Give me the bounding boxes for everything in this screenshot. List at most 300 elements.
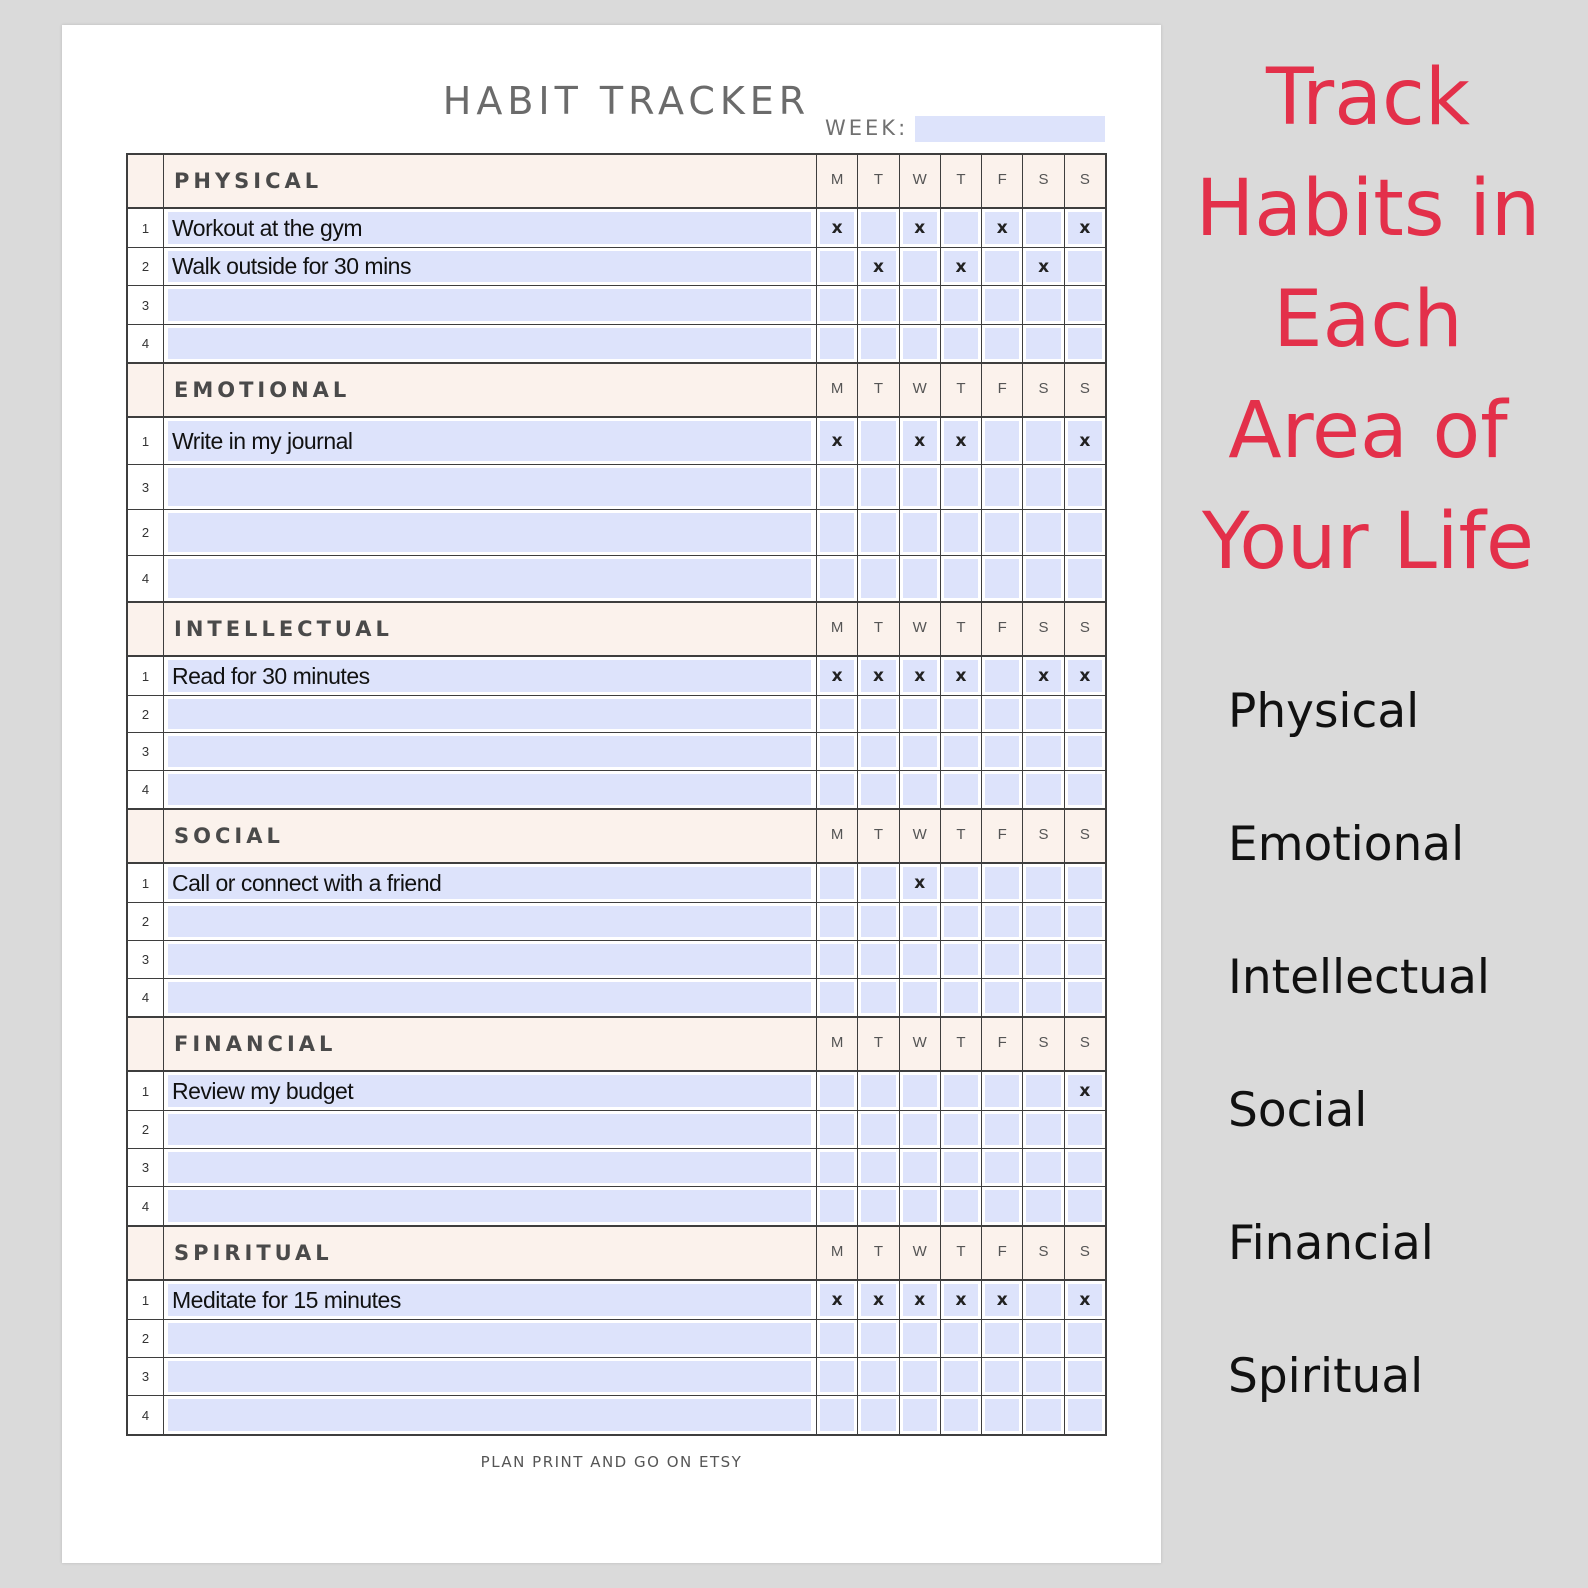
section-header-num-cell xyxy=(128,1227,164,1279)
day-checkbox[interactable]: x xyxy=(985,1284,1019,1316)
habit-name-cell xyxy=(164,248,817,285)
day-cell xyxy=(982,1149,1023,1186)
day-cell xyxy=(941,286,982,324)
day-cell xyxy=(982,1187,1023,1225)
headline-line: Habits in xyxy=(1195,164,1541,254)
day-checkbox[interactable] xyxy=(944,559,978,598)
week-field[interactable] xyxy=(915,116,1105,142)
day-header: F xyxy=(982,603,1023,655)
day-checkbox[interactable] xyxy=(861,289,895,321)
day-checkbox[interactable]: x xyxy=(903,421,937,461)
day-checkbox[interactable] xyxy=(820,944,854,975)
row-number: 3 xyxy=(128,1149,164,1186)
day-checkbox[interactable] xyxy=(1068,736,1102,767)
day-cell xyxy=(1023,1396,1064,1434)
headline-line: Each xyxy=(1273,275,1463,365)
day-checkbox[interactable] xyxy=(861,1152,895,1183)
day-header: S xyxy=(1023,1018,1064,1070)
day-checkbox[interactable] xyxy=(903,1114,937,1145)
day-checkbox[interactable] xyxy=(1026,944,1060,975)
day-checkbox[interactable] xyxy=(1068,1152,1102,1183)
day-checkbox[interactable] xyxy=(985,1190,1019,1222)
day-cell xyxy=(858,864,899,902)
day-checkbox[interactable] xyxy=(861,944,895,975)
day-checkbox[interactable] xyxy=(861,513,895,552)
day-checkbox[interactable] xyxy=(1068,699,1102,729)
habit-name-field[interactable]: Walk outside for 30 mins xyxy=(168,251,811,282)
day-checkbox[interactable] xyxy=(820,1075,854,1107)
day-checkbox[interactable] xyxy=(1026,289,1060,321)
section-title: PHYSICAL xyxy=(164,155,817,207)
day-checkbox[interactable] xyxy=(944,699,978,729)
day-checkbox[interactable] xyxy=(944,982,978,1013)
day-checkbox[interactable] xyxy=(1026,1399,1060,1431)
habit-name-field[interactable] xyxy=(168,982,811,1013)
day-checkbox[interactable] xyxy=(944,212,978,244)
day-checkbox[interactable] xyxy=(1068,513,1102,552)
day-checkbox[interactable] xyxy=(861,1190,895,1222)
habit-name-cell xyxy=(164,1072,817,1110)
day-checkbox[interactable] xyxy=(985,1323,1019,1354)
day-checkbox[interactable] xyxy=(903,699,937,729)
day-cell xyxy=(900,1111,941,1148)
day-checkbox[interactable] xyxy=(985,1114,1019,1145)
day-cell xyxy=(941,1149,982,1186)
day-cell xyxy=(1023,1072,1064,1110)
area-item-intellectual: Intellectual xyxy=(1228,950,1490,1005)
day-checkbox[interactable] xyxy=(861,1361,895,1392)
habit-name-cell xyxy=(164,286,817,324)
sheet-title: HABIT TRACKER xyxy=(442,79,811,123)
day-header: S xyxy=(1023,603,1064,655)
day-checkbox[interactable] xyxy=(1068,774,1102,805)
day-checkbox[interactable]: x xyxy=(820,660,854,692)
day-cell xyxy=(900,1072,941,1110)
day-cell xyxy=(817,1320,858,1357)
day-cell xyxy=(941,771,982,808)
day-checkbox[interactable] xyxy=(944,468,978,506)
day-checkbox[interactable] xyxy=(861,1323,895,1354)
day-checkbox[interactable] xyxy=(903,1399,937,1431)
row-number: 2 xyxy=(128,1320,164,1357)
day-checkbox[interactable] xyxy=(1026,774,1060,805)
day-checkbox[interactable] xyxy=(1026,513,1060,552)
day-header: S xyxy=(1065,1018,1105,1070)
day-checkbox[interactable] xyxy=(820,328,854,359)
habit-name-field[interactable] xyxy=(168,944,811,975)
section-header xyxy=(128,155,1105,209)
day-cell xyxy=(1023,325,1064,362)
day-cell xyxy=(941,941,982,978)
day-checkbox[interactable] xyxy=(1026,421,1060,461)
habit-name-field[interactable] xyxy=(168,906,811,937)
section-title: EMOTIONAL xyxy=(164,364,817,416)
day-checkbox[interactable] xyxy=(903,1190,937,1222)
habit-tracker-sheet xyxy=(62,25,1161,1563)
day-checkbox[interactable]: x xyxy=(820,212,854,244)
day-checkbox[interactable]: x xyxy=(861,251,895,282)
day-checkbox[interactable] xyxy=(903,1075,937,1107)
day-checkbox[interactable] xyxy=(1068,1399,1102,1431)
day-checkbox[interactable] xyxy=(944,774,978,805)
day-checkbox[interactable] xyxy=(1026,468,1060,506)
habit-name-field[interactable] xyxy=(168,736,811,767)
day-checkbox[interactable]: x xyxy=(944,1284,978,1316)
day-checkbox[interactable] xyxy=(944,867,978,899)
section-intellectual xyxy=(128,603,1105,810)
habit-name-field[interactable]: Call or connect with a friend xyxy=(168,867,811,899)
day-checkbox[interactable] xyxy=(1026,699,1060,729)
day-checkbox[interactable] xyxy=(861,1075,895,1107)
day-checkbox[interactable] xyxy=(1068,1323,1102,1354)
day-checkbox[interactable] xyxy=(1026,1323,1060,1354)
day-checkbox[interactable] xyxy=(1026,867,1060,899)
day-checkbox[interactable]: x xyxy=(944,251,978,282)
day-cell xyxy=(817,979,858,1016)
day-cell xyxy=(817,248,858,285)
day-cell xyxy=(941,1396,982,1434)
day-checkbox[interactable] xyxy=(1026,1284,1060,1316)
row-number: 1 xyxy=(128,1072,164,1110)
day-checkbox[interactable] xyxy=(1026,212,1060,244)
day-checkbox[interactable]: x xyxy=(1068,421,1102,461)
day-checkbox[interactable] xyxy=(1068,1190,1102,1222)
habit-name-field[interactable] xyxy=(168,1323,811,1354)
day-checkbox[interactable] xyxy=(820,774,854,805)
day-checkbox[interactable] xyxy=(820,867,854,899)
day-checkbox[interactable] xyxy=(903,736,937,767)
day-checkbox[interactable] xyxy=(985,1152,1019,1183)
day-checkbox[interactable] xyxy=(985,513,1019,552)
day-checkbox[interactable] xyxy=(1026,736,1060,767)
day-header: T xyxy=(941,155,982,207)
habit-name-field[interactable]: Review my budget xyxy=(168,1075,811,1107)
day-cell xyxy=(941,1187,982,1225)
day-cell xyxy=(982,556,1023,601)
day-checkbox[interactable] xyxy=(903,944,937,975)
day-checkbox[interactable]: x xyxy=(903,1284,937,1316)
row-number: 3 xyxy=(128,941,164,978)
day-checkbox[interactable]: x xyxy=(903,212,937,244)
day-checkbox[interactable] xyxy=(1068,944,1102,975)
day-checkbox[interactable] xyxy=(861,328,895,359)
day-header: S xyxy=(1023,810,1064,862)
day-checkbox[interactable] xyxy=(985,736,1019,767)
day-cell xyxy=(817,903,858,940)
day-header: M xyxy=(817,364,858,416)
habit-name-field[interactable]: Meditate for 15 minutes xyxy=(168,1284,811,1316)
day-checkbox[interactable] xyxy=(985,982,1019,1013)
day-cell xyxy=(858,248,899,285)
day-checkbox[interactable] xyxy=(1068,289,1102,321)
row-number: 4 xyxy=(128,771,164,808)
habit-name-cell xyxy=(164,864,817,902)
day-checkbox[interactable] xyxy=(861,1399,895,1431)
day-checkbox[interactable] xyxy=(1068,982,1102,1013)
section-header xyxy=(128,1018,1105,1072)
day-cell xyxy=(941,325,982,362)
day-checkbox[interactable] xyxy=(861,774,895,805)
day-checkbox[interactable] xyxy=(985,421,1019,461)
row-number: 4 xyxy=(128,1187,164,1225)
day-checkbox[interactable] xyxy=(903,1152,937,1183)
day-cell xyxy=(1065,418,1105,464)
day-checkbox[interactable] xyxy=(903,468,937,506)
habit-name-field[interactable] xyxy=(168,1114,811,1145)
day-checkbox[interactable] xyxy=(944,328,978,359)
day-checkbox[interactable] xyxy=(1068,559,1102,598)
day-checkbox[interactable] xyxy=(985,559,1019,598)
day-cell xyxy=(817,771,858,808)
day-checkbox[interactable] xyxy=(944,1399,978,1431)
day-cell xyxy=(900,657,941,695)
day-checkbox[interactable] xyxy=(861,699,895,729)
day-checkbox[interactable] xyxy=(861,736,895,767)
section-header-num-cell xyxy=(128,1018,164,1070)
day-checkbox[interactable] xyxy=(1026,1075,1060,1107)
day-checkbox[interactable] xyxy=(820,513,854,552)
day-cell xyxy=(982,657,1023,695)
day-cell xyxy=(1065,1187,1105,1225)
habit-row xyxy=(128,864,1105,903)
day-checkbox[interactable] xyxy=(820,1114,854,1145)
day-checkbox[interactable] xyxy=(903,251,937,282)
day-checkbox[interactable] xyxy=(820,736,854,767)
day-cell xyxy=(1023,657,1064,695)
day-checkbox[interactable] xyxy=(985,906,1019,937)
day-checkbox[interactable]: x xyxy=(1068,1075,1102,1107)
day-checkbox[interactable] xyxy=(820,1152,854,1183)
day-checkbox[interactable] xyxy=(944,1075,978,1107)
day-cell xyxy=(941,979,982,1016)
day-checkbox[interactable] xyxy=(1026,982,1060,1013)
day-checkbox[interactable] xyxy=(944,513,978,552)
day-checkbox[interactable] xyxy=(985,867,1019,899)
day-checkbox[interactable] xyxy=(861,212,895,244)
day-checkbox[interactable] xyxy=(1026,1114,1060,1145)
day-checkbox[interactable] xyxy=(1068,251,1102,282)
day-checkbox[interactable] xyxy=(820,699,854,729)
day-checkbox[interactable] xyxy=(820,468,854,506)
day-cell xyxy=(982,864,1023,902)
row-number: 3 xyxy=(128,1358,164,1395)
habit-row xyxy=(128,1320,1105,1358)
habit-name-field[interactable]: Write in my journal xyxy=(168,421,811,461)
section-financial xyxy=(128,1018,1105,1227)
day-checkbox[interactable] xyxy=(1068,328,1102,359)
day-checkbox[interactable] xyxy=(944,736,978,767)
day-cell xyxy=(900,771,941,808)
day-checkbox[interactable]: x xyxy=(1068,660,1102,692)
day-checkbox[interactable] xyxy=(985,774,1019,805)
day-cell xyxy=(858,979,899,1016)
day-checkbox[interactable] xyxy=(1026,1190,1060,1222)
row-number: 2 xyxy=(128,696,164,732)
day-checkbox[interactable] xyxy=(820,559,854,598)
day-header: T xyxy=(858,603,899,655)
day-checkbox[interactable]: x xyxy=(861,660,895,692)
day-checkbox[interactable]: x xyxy=(820,1284,854,1316)
day-checkbox[interactable] xyxy=(861,982,895,1013)
day-checkbox[interactable] xyxy=(985,1075,1019,1107)
day-checkbox[interactable] xyxy=(985,1361,1019,1392)
day-checkbox[interactable] xyxy=(861,906,895,937)
day-checkbox[interactable] xyxy=(944,1152,978,1183)
day-checkbox[interactable]: x xyxy=(903,660,937,692)
day-cell xyxy=(817,1072,858,1110)
day-checkbox[interactable]: x xyxy=(1068,212,1102,244)
day-cell xyxy=(817,286,858,324)
day-checkbox[interactable] xyxy=(985,944,1019,975)
day-checkbox[interactable] xyxy=(1068,1114,1102,1145)
day-checkbox[interactable] xyxy=(903,774,937,805)
day-checkbox[interactable] xyxy=(1068,1361,1102,1392)
habit-name-field[interactable] xyxy=(168,774,811,805)
habit-row xyxy=(128,418,1105,465)
day-cell xyxy=(1023,286,1064,324)
day-checkbox[interactable] xyxy=(820,982,854,1013)
day-checkbox[interactable] xyxy=(903,906,937,937)
day-checkbox[interactable] xyxy=(944,1361,978,1392)
day-checkbox[interactable] xyxy=(1026,1152,1060,1183)
day-checkbox[interactable]: x xyxy=(903,867,937,899)
day-checkbox[interactable] xyxy=(944,1114,978,1145)
day-cell xyxy=(1065,209,1105,247)
day-cell xyxy=(941,733,982,770)
habit-row xyxy=(128,465,1105,510)
habit-row xyxy=(128,1149,1105,1187)
day-checkbox[interactable] xyxy=(903,328,937,359)
day-checkbox[interactable] xyxy=(820,1323,854,1354)
habit-name-field[interactable] xyxy=(168,328,811,359)
day-cell xyxy=(1023,979,1064,1016)
habit-row xyxy=(128,979,1105,1016)
day-checkbox[interactable] xyxy=(944,1323,978,1354)
day-checkbox[interactable] xyxy=(944,944,978,975)
habit-row xyxy=(128,771,1105,808)
day-checkbox[interactable] xyxy=(903,1323,937,1354)
habit-name-field[interactable] xyxy=(168,699,811,729)
day-header: T xyxy=(941,364,982,416)
day-checkbox[interactable] xyxy=(985,251,1019,282)
day-checkbox[interactable] xyxy=(944,1190,978,1222)
day-checkbox[interactable] xyxy=(903,559,937,598)
habit-name-field[interactable] xyxy=(168,289,811,321)
day-checkbox[interactable]: x xyxy=(944,421,978,461)
day-cell xyxy=(900,696,941,732)
day-cell xyxy=(1023,1187,1064,1225)
day-cell xyxy=(982,418,1023,464)
day-checkbox[interactable] xyxy=(985,468,1019,506)
day-checkbox[interactable] xyxy=(1068,468,1102,506)
habit-name-cell xyxy=(164,1149,817,1186)
row-number: 3 xyxy=(128,733,164,770)
day-cell xyxy=(1065,1358,1105,1395)
day-checkbox[interactable] xyxy=(1026,559,1060,598)
day-cell xyxy=(982,510,1023,555)
day-cell xyxy=(858,1072,899,1110)
day-checkbox[interactable] xyxy=(944,289,978,321)
day-cell xyxy=(1023,864,1064,902)
day-cell xyxy=(817,556,858,601)
day-checkbox[interactable] xyxy=(820,251,854,282)
day-checkbox[interactable]: x xyxy=(861,1284,895,1316)
habit-name-field[interactable]: Read for 30 minutes xyxy=(168,660,811,692)
day-cell xyxy=(817,325,858,362)
row-number: 2 xyxy=(128,1111,164,1148)
habit-name-field[interactable] xyxy=(168,1361,811,1392)
day-cell xyxy=(817,1396,858,1434)
day-checkbox[interactable]: x xyxy=(1026,660,1060,692)
row-number: 1 xyxy=(128,418,164,464)
day-checkbox[interactable] xyxy=(903,289,937,321)
day-checkbox[interactable] xyxy=(903,982,937,1013)
habit-name-field[interactable] xyxy=(168,1399,811,1431)
day-checkbox[interactable]: x xyxy=(985,212,1019,244)
day-checkbox[interactable] xyxy=(985,1399,1019,1431)
day-cell xyxy=(941,1320,982,1357)
section-spiritual xyxy=(128,1227,1105,1434)
day-checkbox[interactable]: x xyxy=(1026,251,1060,282)
day-cell xyxy=(1023,941,1064,978)
day-checkbox[interactable] xyxy=(1026,1361,1060,1392)
day-checkbox[interactable] xyxy=(985,289,1019,321)
day-checkbox[interactable] xyxy=(861,468,895,506)
day-checkbox[interactable] xyxy=(820,1399,854,1431)
habit-name-field[interactable]: Workout at the gym xyxy=(168,212,811,244)
day-cell xyxy=(858,657,899,695)
day-checkbox[interactable]: x xyxy=(1068,1284,1102,1316)
day-checkbox[interactable] xyxy=(820,1361,854,1392)
day-checkbox[interactable] xyxy=(820,1190,854,1222)
day-checkbox[interactable] xyxy=(1026,906,1060,937)
day-cell xyxy=(900,209,941,247)
day-checkbox[interactable]: x xyxy=(820,421,854,461)
day-cell xyxy=(941,1072,982,1110)
day-checkbox[interactable] xyxy=(861,559,895,598)
habit-name-field[interactable] xyxy=(168,1190,811,1222)
day-checkbox[interactable] xyxy=(820,906,854,937)
day-checkbox[interactable] xyxy=(944,906,978,937)
day-checkbox[interactable] xyxy=(861,867,895,899)
day-checkbox[interactable] xyxy=(861,421,895,461)
day-checkbox[interactable]: x xyxy=(944,660,978,692)
habit-name-cell xyxy=(164,556,817,601)
day-checkbox[interactable] xyxy=(1068,867,1102,899)
day-header: S xyxy=(1023,364,1064,416)
day-checkbox[interactable] xyxy=(1026,328,1060,359)
day-cell xyxy=(858,696,899,732)
day-checkbox[interactable] xyxy=(903,1361,937,1392)
row-number: 3 xyxy=(128,286,164,324)
day-cell xyxy=(941,209,982,247)
day-checkbox[interactable] xyxy=(861,1114,895,1145)
habit-name-field[interactable] xyxy=(168,513,811,552)
day-cell xyxy=(1023,209,1064,247)
day-checkbox[interactable] xyxy=(820,289,854,321)
day-checkbox[interactable] xyxy=(985,328,1019,359)
day-cell xyxy=(900,510,941,555)
habit-name-field[interactable] xyxy=(168,559,811,598)
day-checkbox[interactable] xyxy=(1068,906,1102,937)
habit-name-field[interactable] xyxy=(168,468,811,506)
day-checkbox[interactable] xyxy=(985,699,1019,729)
habit-name-field[interactable] xyxy=(168,1152,811,1183)
day-checkbox[interactable] xyxy=(985,660,1019,692)
row-number: 1 xyxy=(128,209,164,247)
day-checkbox[interactable] xyxy=(903,513,937,552)
day-cell xyxy=(982,696,1023,732)
